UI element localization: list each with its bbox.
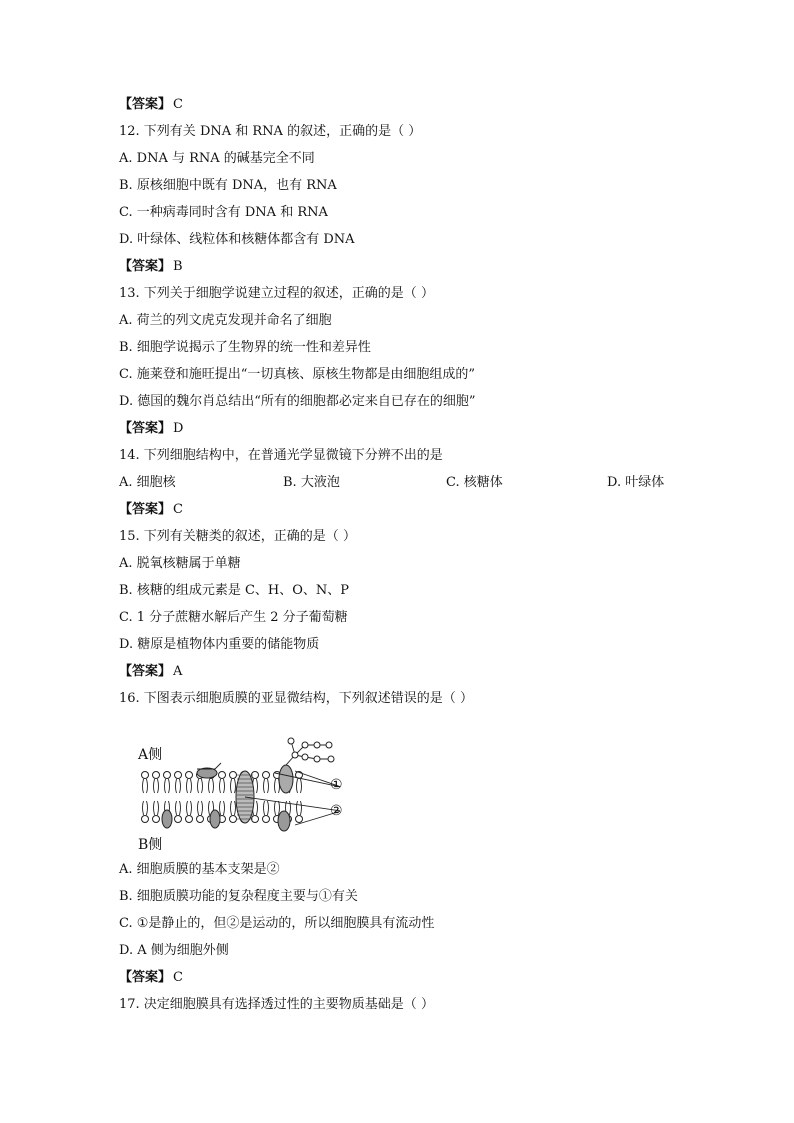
phospholipid-tail <box>198 779 203 793</box>
phospholipid-tail <box>176 801 181 815</box>
inner-protein <box>162 810 172 828</box>
phospholipid-head <box>142 772 149 779</box>
option-line: D. 德国的魏尔肖总结出“所有的细胞都必定来自已存在的细胞” <box>119 394 476 409</box>
phospholipid-head <box>186 772 193 779</box>
label-2: ② <box>330 803 343 819</box>
phospholipid-head <box>175 816 182 823</box>
sugar-unit <box>302 754 308 760</box>
option-line: B. 细胞质膜功能的复杂程度主要与①有关 <box>119 889 358 904</box>
option-line: B. 大液泡 <box>283 475 340 490</box>
phospholipid-head <box>230 816 237 823</box>
question-stem: 14. 下列细胞结构中，在普通光学显微镜下分辨不出的是 <box>119 448 443 463</box>
answer-label: 【答案】 <box>119 97 172 112</box>
phospholipid-tail <box>143 779 148 793</box>
phospholipid-head <box>263 772 270 779</box>
phospholipid-tail <box>187 779 192 793</box>
phospholipid-tail <box>231 801 236 815</box>
embedded-protein <box>279 765 293 793</box>
answer-value: C <box>173 97 183 112</box>
question-stem: 16. 下图表示细胞质膜的亚显微结构，下列叙述错误的是（ ） <box>119 691 473 706</box>
option-line: B. 原核细胞中既有 DNA，也有 RNA <box>119 178 337 193</box>
option-line: D. 叶绿体、线粒体和核糖体都含有 DNA <box>119 232 355 247</box>
option-line: A. 细胞核 <box>119 475 176 490</box>
phospholipid-head <box>164 772 171 779</box>
phospholipid-tail <box>220 801 225 815</box>
answer-line <box>119 970 183 986</box>
phospholipid-tail <box>209 779 214 793</box>
option-line: C. 1 分子蔗糖水解后产生 2 分子葡萄糖 <box>119 610 348 625</box>
phospholipid-head <box>197 816 204 823</box>
option-line: C. 核糖体 <box>446 475 503 490</box>
question-stem: 15. 下列有关糖类的叙述，正确的是（ ） <box>119 529 356 544</box>
surface-protein <box>197 768 217 778</box>
answer-line <box>119 259 183 275</box>
phospholipid-head <box>296 816 303 823</box>
phospholipid-tail <box>264 779 269 793</box>
answer-label: 【答案】 <box>119 970 172 985</box>
answer-value: A <box>173 664 183 679</box>
answer-value: C <box>173 970 183 985</box>
sugar-unit <box>326 742 332 748</box>
answer-line <box>119 421 183 437</box>
option-line: A. 脱氧核糖属于单糖 <box>119 556 241 571</box>
answer-label: 【答案】 <box>119 664 172 679</box>
phospholipid-tail <box>154 779 159 793</box>
phospholipid-tail <box>198 801 203 815</box>
membrane-figure <box>130 733 360 853</box>
option-line: A. 荷兰的列文虎克发现并命名了细胞 <box>119 313 332 328</box>
answer-label: 【答案】 <box>119 502 172 517</box>
phospholipid-tail <box>220 779 225 793</box>
inner-protein <box>278 811 290 831</box>
phospholipid-tail <box>297 801 302 815</box>
phospholipid-tail <box>165 779 170 793</box>
side-a-label: A侧 <box>138 747 163 763</box>
option-line: C. ①是静止的，但②是运动的，所以细胞膜具有流动性 <box>119 916 435 931</box>
phospholipid-tail <box>264 801 269 815</box>
phospholipid-head <box>142 816 149 823</box>
answer-line <box>119 97 183 113</box>
question-stem: 13. 下列关于细胞学说建立过程的叙述，正确的是（ ） <box>119 286 434 301</box>
sugar-unit <box>302 742 308 748</box>
membrane-diagram <box>140 733 340 853</box>
phospholipid-tail <box>231 779 236 793</box>
option-line: D. 糖原是植物体内重要的储能物质 <box>119 637 320 652</box>
phospholipid-tail <box>275 801 280 815</box>
phospholipid-head <box>175 772 182 779</box>
phospholipid-head <box>153 772 160 779</box>
phospholipid-tail <box>187 801 192 815</box>
option-line: D. A 侧为细胞外侧 <box>119 943 229 958</box>
inner-protein <box>210 810 220 828</box>
sugar-unit <box>314 756 320 762</box>
phospholipid-head <box>219 772 226 779</box>
pointer-line-2 <box>245 797 340 811</box>
phospholipid-head <box>186 816 193 823</box>
answer-label: 【答案】 <box>119 259 172 274</box>
option-line: B. 细胞学说揭示了生物界的统一性和差异性 <box>119 340 371 355</box>
option-line: A. 细胞质膜的基本支架是② <box>119 862 280 877</box>
sugar-unit <box>328 756 334 762</box>
phospholipid-tail <box>154 801 159 815</box>
answer-value: C <box>173 502 183 517</box>
side-b-label: B侧 <box>138 837 163 853</box>
question-stem: 12. 下列有关 DNA 和 RNA 的叙述，正确的是（ ） <box>119 124 422 139</box>
question-stem: 17. 决定细胞膜具有选择透过性的主要物质基础是（ ） <box>119 997 434 1012</box>
sugar-unit <box>314 742 320 748</box>
answer-value: B <box>173 259 183 274</box>
option-line: C. 一种病毒同时含有 DNA 和 RNA <box>119 205 328 220</box>
answer-value: D <box>173 421 184 436</box>
phospholipid-tail <box>176 779 181 793</box>
option-line: D. 叶绿体 <box>607 475 665 490</box>
sugar-unit <box>288 738 294 744</box>
phospholipid-tail <box>143 801 148 815</box>
phospholipid-head <box>153 816 160 823</box>
option-line: C. 施莱登和施旺提出“一切真核、原核生物都是由细胞组成的” <box>119 367 476 382</box>
answer-line <box>119 664 182 680</box>
option-line: A. DNA 与 RNA 的碱基完全不同 <box>119 151 315 166</box>
answer-line <box>119 502 183 518</box>
label-1: ① <box>330 777 343 793</box>
phospholipid-head <box>230 772 237 779</box>
phospholipid-head <box>263 816 270 823</box>
phospholipid-tail <box>297 779 302 793</box>
option-line: B. 核糖的组成元素是 C、H、O、N、P <box>119 583 350 598</box>
answer-label: 【答案】 <box>119 421 172 436</box>
sugar-unit <box>292 752 298 758</box>
